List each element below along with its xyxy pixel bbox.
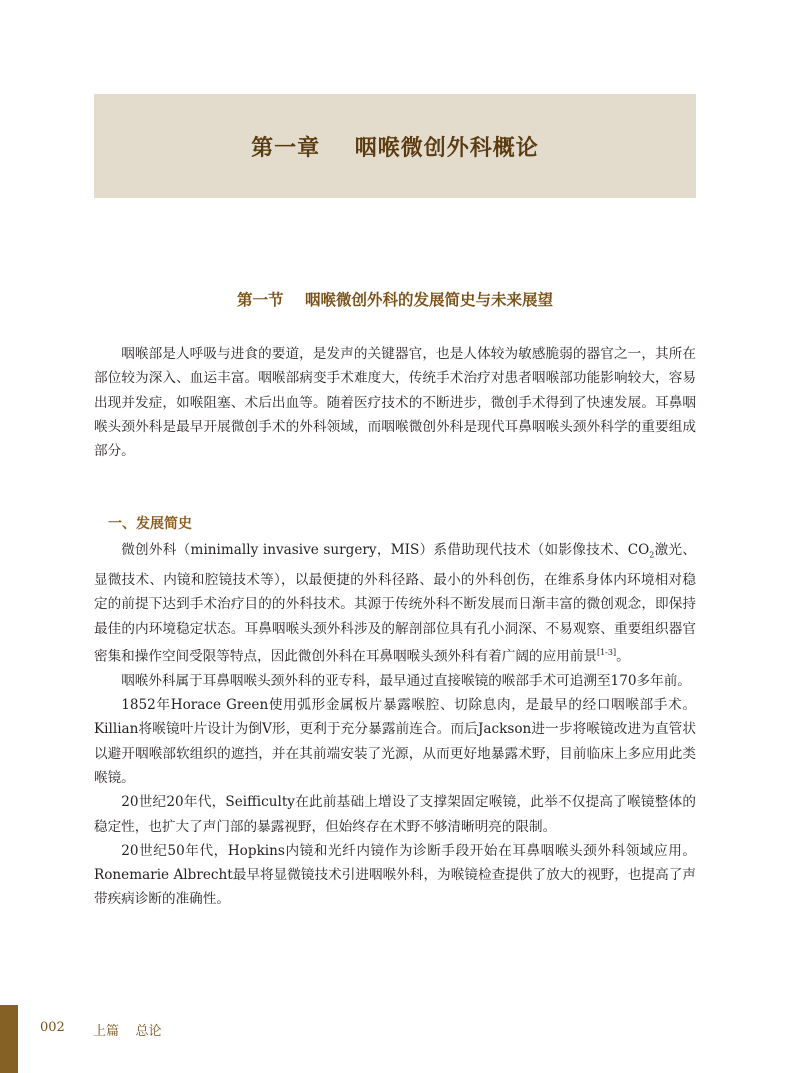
p1-text-a: 微创外科（minimally invasive surgery，MIS）系借助现代技术（如影像技术、CO — [121, 542, 650, 558]
running-footer: 上篇 总论 — [93, 1024, 162, 1039]
history-paragraph-5: 20世纪50年代，Hopkins内镜和光纤内镜作为诊断手段开始在耳鼻咽喉头颈外科领域应用。Ronemarie Albrecht最早将显微镜技术引进咽喉外科，为喉镜检查提供了放大的视野，也提高了声带疾病诊断的准确性。 — [94, 842, 696, 908]
history-paragraph-3: 1852年Horace Green使用弧形金属板片暴露喉腔、切除息肉，是最早的经口咽喉部手术。Killian将喉镜叶片设计为倒V形，更利于充分暴露前连合。而后Jackson进一步将喉镜改进为直管状以避开咽喉部软组织的遮挡，并在其前端安装了光源，从而更好地暴露术野，目前临床上多应用此类喉镜。 — [94, 697, 696, 786]
citation-ref: [1-3] — [596, 647, 617, 657]
section-title: 第一节 咽喉微创外科的发展简史与未来展望 — [236, 290, 554, 309]
intro-paragraph: 咽喉部是人呼吸与进食的要道，是发声的关键器官，也是人体较为敏感脆弱的器官之一，其所在部位较为深入、血运丰富。咽喉部病变手术难度大，传统手术治疗对患者咽喉部功能影响较大，容易出现并发症，如喉阻塞、术后出血等。随着医疗技术的不断进步，微创手术得到了快速发展。耳鼻咽喉头颈外科是最早开展微创手术的外科领域，而咽喉微创外科是现代耳鼻咽喉头颈外科学的重要组成部分。 — [94, 346, 696, 460]
p1-text-b: 激光、显微技术、内镜和腔镜技术等），以最便捷的外科径路、最小的外科创伤，在维系身体内环境相对稳定的前提下达到手术治疗目的的外科技术。其源于传统外科不断发展而日渐丰富的微创观念，即保持最佳的内环境稳定状态。耳鼻咽喉头颈外科涉及的解剖部位具有孔小洞深、不易观察、重要组织器官密集和操作空间受限等特点，因此微创外科在耳鼻咽喉头颈外科有着广阔的应用前景 — [94, 542, 696, 665]
history-paragraph-2: 咽喉外科属于耳鼻咽喉头颈外科的亚专科，最早通过直接喉镜的喉部手术可追溯至170多年前。 — [121, 672, 691, 689]
history-paragraph-1 — [94, 538, 696, 669]
chapter-title: 第一章 咽喉微创外科概论 — [251, 134, 539, 161]
subsection-heading: 一、发展简史 — [108, 516, 192, 532]
chapter-banner — [94, 94, 696, 198]
history-paragraph-4: 20世纪20年代，Seifficulty在此前基础上增设了支撑架固定喉镜，此举不仅提高了喉镜整体的稳定性，也扩大了声门部的暴露视野，但始终存在术野不够清晰明亮的限制。 — [94, 794, 696, 835]
p1-subscript: 2 — [649, 550, 655, 560]
page-number: 002 — [40, 1020, 65, 1035]
p1-text-c: 。 — [616, 648, 630, 665]
intro-block — [94, 342, 696, 463]
history-block — [94, 538, 696, 912]
footer-accent-bar — [0, 1005, 18, 1073]
